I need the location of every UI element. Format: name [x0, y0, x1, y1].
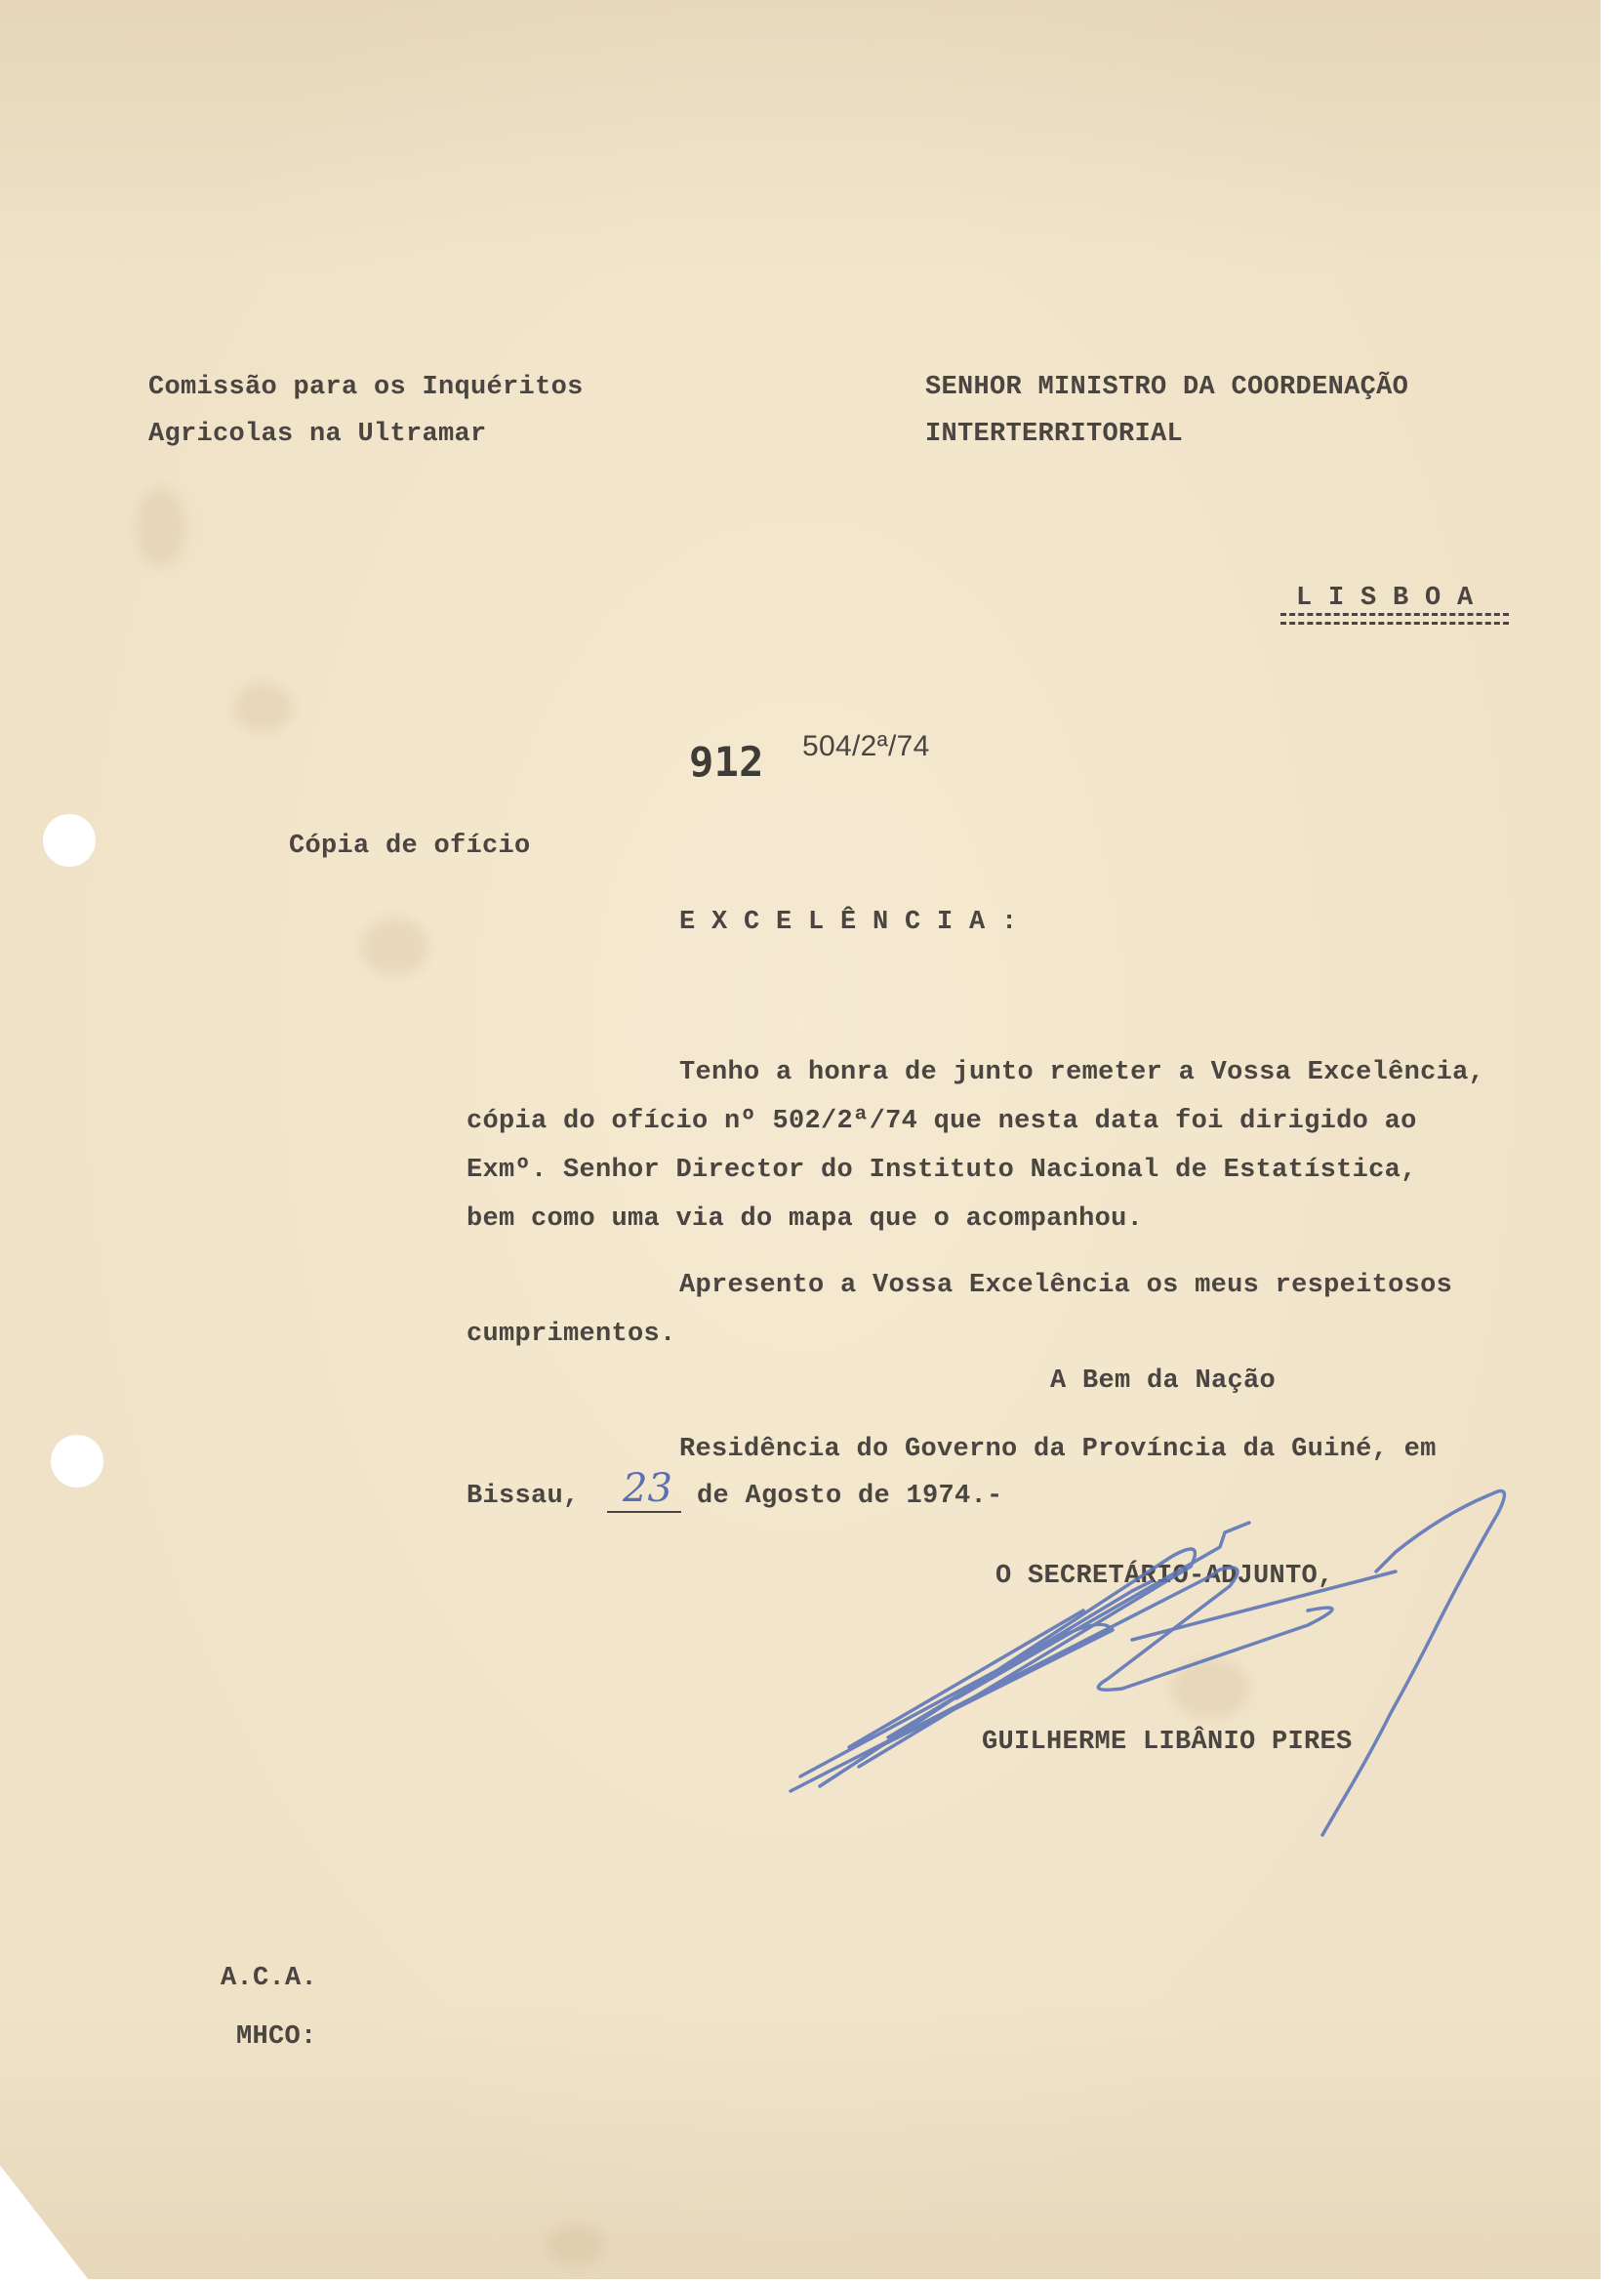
- recipient-city: L I S B O A: [1296, 584, 1474, 613]
- city-double-underline: [1280, 613, 1509, 625]
- body-line: Exmº. Senhor Director do Instituto Nacional de Estatística,: [467, 1156, 1417, 1185]
- body-line: Tenho a honra de junto remeter a Vossa Excelência,: [679, 1058, 1485, 1087]
- reference-number: 504/2ª/74: [802, 730, 930, 762]
- signatory-name: GUILHERME LIBÂNIO PIRES: [982, 1728, 1353, 1757]
- place-line: Residência do Governo da Província da Guiné, em: [679, 1435, 1437, 1464]
- closing-motto: A Bem da Nação: [1050, 1366, 1277, 1396]
- signatory-title: O SECRETÁRIO-ADJUNTO,: [995, 1562, 1334, 1591]
- place-prefix: Bissau,: [467, 1482, 580, 1511]
- body-line: cópia do ofício nº 502/2ª/74 que nesta data foi dirigido ao: [467, 1107, 1417, 1136]
- paper-stain: [361, 918, 429, 976]
- body-line: bem como uma via do mapa que o acompanhou.: [467, 1204, 1144, 1234]
- punch-hole-bottom: [51, 1435, 103, 1488]
- sender-line-2: Agricolas na Ultramar: [148, 420, 487, 449]
- handwritten-date-day: 23: [623, 1466, 672, 1511]
- document-type: Cópia de ofício: [289, 832, 531, 861]
- body-line: cumprimentos.: [467, 1320, 676, 1349]
- sender-line-1: Comissão para os Inquéritos: [148, 373, 584, 402]
- handwritten-signature: [761, 1454, 1542, 1845]
- punch-hole-top: [43, 814, 96, 867]
- footer-initials-1: A.C.A.: [221, 1964, 318, 1993]
- paper-stain: [234, 683, 293, 732]
- salutation: E X C E L Ê N C I A :: [679, 908, 1018, 937]
- recipient-line-2: INTERTERRITORIAL: [925, 420, 1184, 449]
- footer-initials-2: MHCO:: [236, 2022, 317, 2052]
- paper-stain: [137, 488, 185, 566]
- date-suffix: de Agosto de 1974.-: [697, 1482, 1003, 1511]
- paper-stain: [547, 2225, 605, 2264]
- body-line: Apresento a Vossa Excelência os meus respeitosos: [679, 1271, 1453, 1300]
- date-day-underline: [607, 1511, 681, 1513]
- recipient-line-1: SENHOR MINISTRO DA COORDENAÇÃO: [925, 373, 1409, 402]
- registry-stamp-number: 912: [689, 738, 764, 786]
